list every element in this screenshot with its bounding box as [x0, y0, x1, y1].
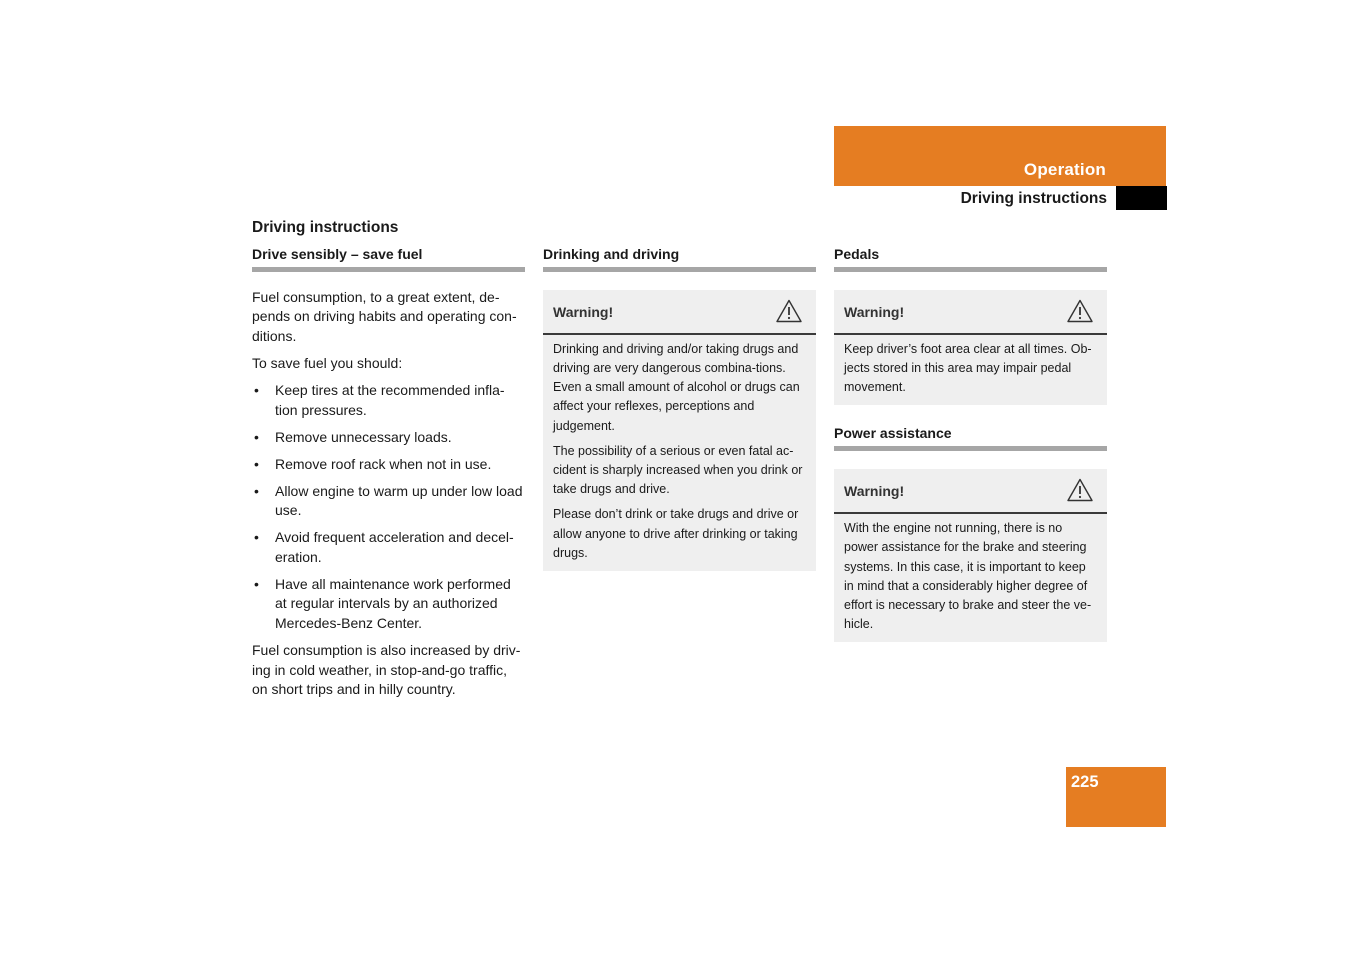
- list-item: • Remove roof rack when not in use.: [252, 455, 525, 475]
- warning-paragraph: Keep driver’s foot area clear at all times. Ob-jects stored in this area may impair pedal movement.: [844, 341, 1092, 395]
- heading-save-fuel: Drive sensibly – save fuel: [252, 246, 525, 272]
- fuel-intro-text: Fuel consumption, to a great extent, de-pends on driving habits and operating con-ditions.: [252, 288, 517, 344]
- header-section-title: Operation: [1023, 160, 1106, 179]
- column-fuel: [252, 246, 525, 700]
- warning-label: Warning!: [844, 303, 905, 320]
- heading-pedals: Pedals: [834, 246, 1107, 272]
- warning-paragraph: Drinking and driving and/or taking drugs and driving are very dangerous combina-tions. Even a small amount of alcohol or drugs can affect your reflexes, perceptions and judgement.: [553, 341, 800, 433]
- warning-box-power: [834, 469, 1107, 642]
- heading-drinking-driving: Drinking and driving: [543, 246, 816, 272]
- warning-body: [834, 514, 1107, 642]
- warning-body: [543, 335, 816, 571]
- header-section-bar: [834, 126, 1166, 186]
- warning-box-drinking: [543, 290, 816, 571]
- column-pedals-power: [834, 246, 1107, 642]
- warning-box-pedals: [834, 290, 1107, 406]
- header-tab-marker: [1116, 186, 1167, 210]
- list-item: • Avoid frequent acceleration and decel-eration.: [252, 528, 525, 567]
- page-number: 225: [1071, 773, 1099, 791]
- warning-triangle-icon: [1067, 478, 1093, 502]
- warning-paragraph: The possibility of a serious or even fatal ac-cident is sharply increased when you drink or take drugs and drive.: [553, 443, 803, 497]
- warning-label: Warning!: [553, 303, 614, 320]
- list-item: • Keep tires at the recommended infla-tion pressures.: [252, 381, 525, 420]
- column-drinking: [543, 246, 816, 571]
- warning-body: [834, 335, 1107, 406]
- warning-paragraph: With the engine not running, there is no power assistance for the brake and steering systems. In this case, it is important to keep in mind that a considerably higher degree of effort is necessary to brake and steer the ve-hicle.: [844, 521, 1092, 632]
- fuel-lead-text: To save fuel you should:: [252, 355, 403, 372]
- warning-paragraph: Please don’t drink or take drugs and drive or allow anyone to drive after drinking or taking drugs.: [553, 507, 799, 560]
- page-title: Driving instructions: [252, 219, 399, 236]
- heading-power-assistance: Power assistance: [834, 425, 1107, 451]
- warning-header: [834, 290, 1107, 335]
- warning-header: [834, 469, 1107, 514]
- header-subsection-title: Driving instructions: [960, 190, 1107, 207]
- list-item: • Allow engine to warm up under low load use.: [252, 482, 525, 521]
- warning-triangle-icon: [1067, 299, 1093, 323]
- fuel-outro-text: Fuel consumption is also increased by driv-ing in cold weather, in stop-and-go traffic, on short trips and in hilly country.: [252, 642, 521, 698]
- warning-header: [543, 290, 816, 335]
- list-item: • Remove unnecessary loads.: [252, 428, 525, 448]
- fuel-tips-list: [252, 381, 525, 633]
- page-number-box: [1066, 767, 1166, 827]
- warning-triangle-icon: [776, 299, 802, 323]
- list-item: • Have all maintenance work performed at regular intervals by an authorized Mercedes-Benz Center.: [252, 575, 525, 634]
- warning-label: Warning!: [844, 483, 905, 500]
